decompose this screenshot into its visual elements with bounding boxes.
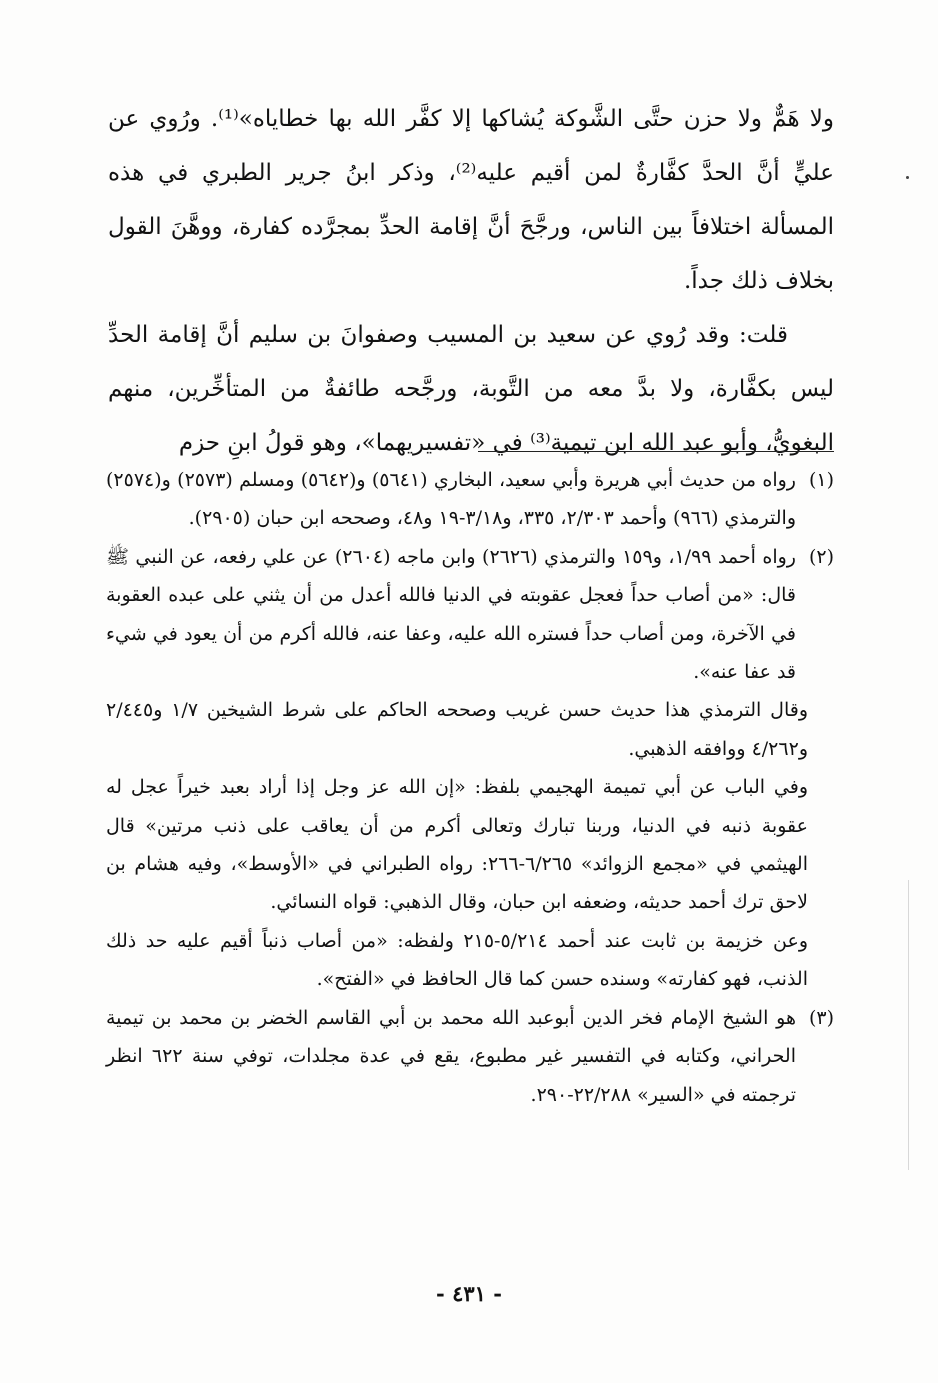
footnotes-section [106,461,834,1114]
footnote-separator [478,451,834,452]
footnote-3-number: (٣) [808,1006,834,1029]
page-number: - ٤٣١ - [436,1281,502,1306]
footnote-2-number: (٢) [808,545,834,568]
scan-edge-shadow [908,880,909,1170]
footnote-1-number: (١) [808,469,834,491]
footnote-1-text: رواه من حديث أبي هريرة وأبي سعيد، البخاري (٥٦٤١) و(٥٦٤٢) ومسلم (٢٥٧٣) و(٢٥٧٤) والترمذي (٩٦٦) وأحمد ٢/٣٠٣، ٣٣٥، و٣/١٨-١٩ و٤٨، وصححه ابن حبان (٢٩٠٥). [106,469,796,530]
footnote-3 [106,999,834,1114]
main-body-text [108,92,834,470]
main-paragraph-2: قلت: وقد رُوي عن سعيد بن المسيب وصفوانَ بن سليم أنَّ إقامة الحدِّ ليس بكفَّارة، ولا بدَّ معه من التَّوبة، ورجَّحه طائفةٌ من المتأخِّرين، منهم البغويُّ، وأبو عبد الله ابن تيمية⁽³⁾ في «تفسيريهما»، وهو قولُ ابنِ حزم [108,322,834,456]
scan-speck [906,176,909,179]
footnote-3-text: هو الشيخ الإمام فخر الدين أبوعبد الله محمد بن أبي القاسم الخضر بن محمد بن تيمية الحراني، وكتابه في التفسير غير مطبوع، يقع في عدة مجلدات، توفي سنة ٦٢٢ انظر ترجمته في «السير» ٢٢/٢٨٨-٢٩٠. [106,1006,796,1106]
footnote-1 [106,461,834,538]
footnote-2-paragraph-3: وعن خزيمة بن ثابت عند أحمد ٥/٢١٤-٢١٥ ولفظه: «من أصاب ذنباً أقيم عليه حد ذلك الذنب، فهو كفارته» وسنده حسن كما قال الحافظ في «الفتح». [106,929,808,991]
footnote-2-paragraph-1: وقال الترمذي هذا حديث حسن غريب وصححه الحاكم على شرط الشيخين ١/٧ و٢/٤٤٥ و٤/٢٦٢ ووافقه الذهبي. [106,699,808,760]
main-paragraph-1: ولا هَمٌّ ولا حزن حتَّى الشَّوكة يُشاكها إلا كفَّر الله بها خطاياه»⁽¹⁾. ورُوي عن عليٍّ أنَّ الحدَّ كفَّارةٌ لمن أقيم عليه⁽²⁾، وذكر ابنُ جرير الطبري في هذه المسألة اختلافاً بين الناس، ورجَّحَ أنَّ إقامة الحدِّ بمجرَّده كفارة، ووهَّنَ القول بخلاف ذلك جداً. [108,106,834,294]
footnote-2 [106,538,834,692]
footnote-2-text: رواه أحمد ١/٩٩، و١٥٩ والترمذي (٢٦٢٦) وابن ماجه (٢٦٠٤) عن علي رفعه، عن النبي ﷺ قال: «من أصاب حداً فعجل عقوبته في الدنيا فالله أعدل من أن يثني على عبده العقوبة في الآخرة، ومن أصاب حداً فستره الله عليه، وعفا عنه، فالله أكرم من أن يعود في شيء قد عفا عنه». [106,545,796,684]
footnote-2-paragraph-2: وفي الباب عن أبي تميمة الهجيمي بلفظ: «إن الله عز وجل إذا أراد بعبد خيراً عجل له عقوبة ذنبه في الدنيا، وربنا تبارك وتعالى أكرم من أن يعاقب على ذنب مرتين» قال الهيثمي في «مجمع الزوائد» ٦/٢٦٥-٢٦٦: رواه الطبراني في «الأوسط»، وفيه هشام بن لاحق ترك أحمد حديثه، وضعفه ابن حبان، وقال الذهبي: قواه النسائي. [106,776,808,914]
